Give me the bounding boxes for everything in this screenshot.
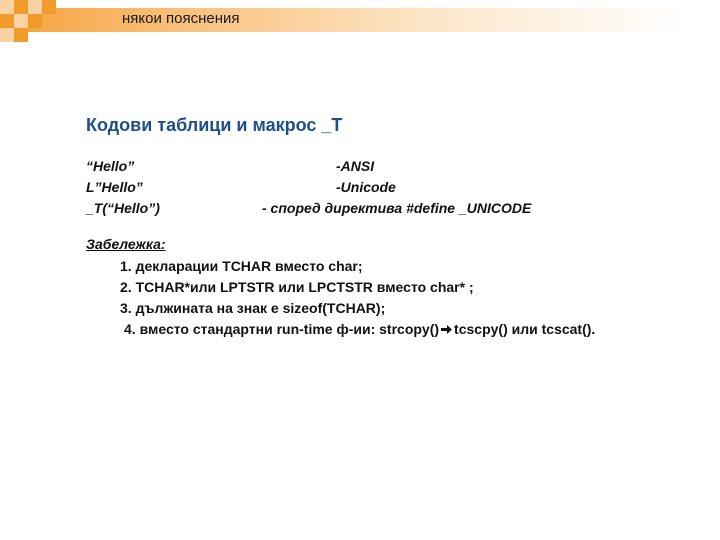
code-examples [86,156,160,219]
header-band [0,8,720,32]
notes-list [120,256,595,340]
header-title: някои пояснения [122,10,240,27]
decor-square [0,14,14,28]
code-item: “Hello” [86,158,135,174]
decor-square [28,14,42,28]
note-title: Забележка: [86,236,166,252]
note-item: 3. дължината на знак е sizeof(TCHAR); [120,300,386,316]
code-descriptions [262,156,622,219]
note-item: 2. TCHAR*или LPTSTR или LPCTSTR вместо char* ; [120,279,474,295]
decor-square [14,14,28,28]
note-item-end: tcscpy() или tcscat(). [454,321,596,337]
code-item: _T(“Hello”) [86,200,160,216]
description-item: -Unicode [336,179,396,195]
note-item: 1. декларации TCHAR вместо char; [120,258,363,274]
decor-square [14,28,28,42]
decor-square [14,0,28,14]
right-arrow-icon [441,320,452,331]
note-item-start: 4. вместо стандартни run-time ф-ии: strcopy() [124,321,440,337]
slide-title: Кодови таблици и макрос _T [86,115,343,135]
description-item: - според директива #define _UNICODE [262,200,532,216]
decor-square [28,0,42,14]
decor-square [0,0,14,14]
decor-square [0,28,14,42]
decor-square [42,0,56,14]
note-item [120,319,595,340]
description-item: -ANSI [336,158,375,174]
code-item: L”Hello” [86,179,143,195]
